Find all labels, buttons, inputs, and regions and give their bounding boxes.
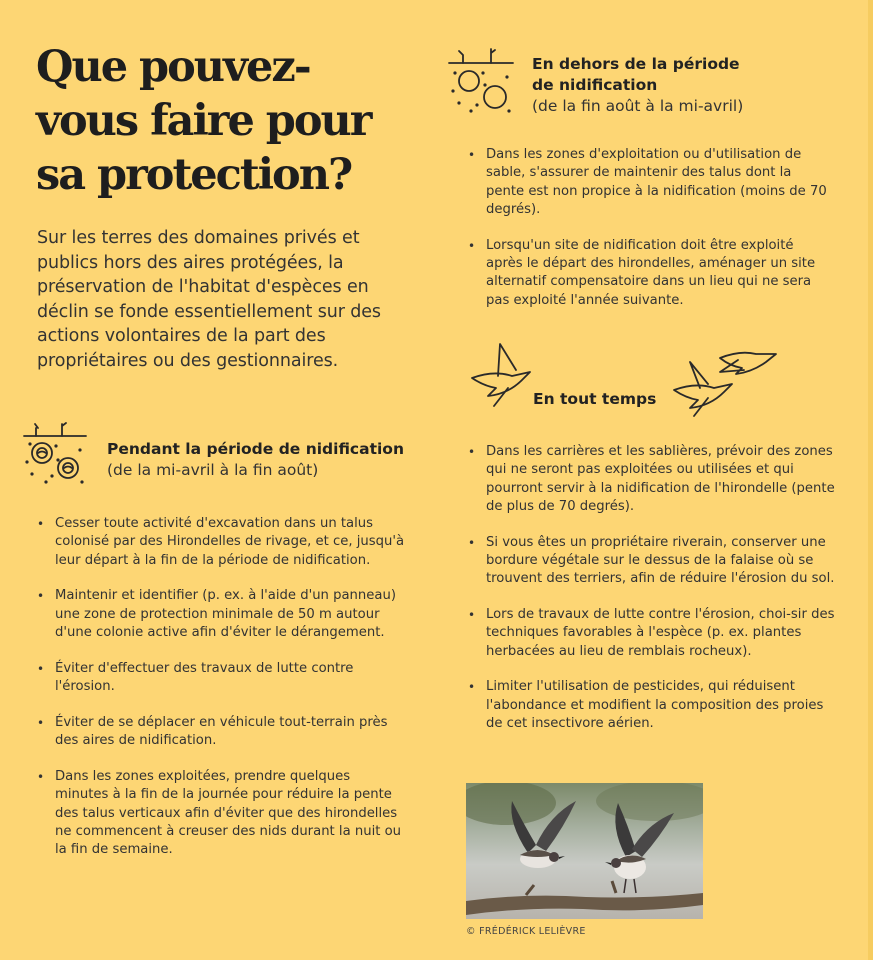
list-item: • Éviter de se déplacer en véhicule tout-terrain près des aires de nidification. [37,714,407,751]
nesting-list [37,515,407,877]
nest-burrows-empty-icon [447,45,515,117]
always-list [468,443,836,751]
list-item: • Maintenir et identifier (p. ex. à l'aide d'un panneau) une zone de protection minimale de 50 m autour d'une colonie active afin d'éviter le dérangement. [37,587,407,642]
list-item: • Lorsqu'un site de nidification doit être exploité après le départ des hirondelles, aménager un site alternatif compensatoire dans un lieu qui ne sera pas exploité l'année suivante. [468,237,833,310]
list-item: • Cesser toute activité d'excavation dans un talus colonisé par des Hirondelles de rivage, et ce, jusqu'à leur départ à la fin de la période de nidification. [37,515,407,570]
swallows-flying-icon [468,336,783,426]
page-title [36,40,370,202]
nesting-subtitle: (de la mi-avril à la fin août) [107,461,319,479]
list-item: • Lors de travaux de lutte contre l'érosion, choi-sir des techniques favorables à l'espèce (p. ex. plantes herbacées au lieu de remblais rocheux). [468,606,836,661]
title-line: vous faire pour [36,96,371,146]
list-item: • Dans les zones exploitées, prendre quelques minutes à la fin de la journée pour réduire la pente des talus verticaux afin d'éviter que des hirondelles ne commencent à creuser des nids durant la nuit ou la fin de semaine. [37,768,407,859]
list-item: • Éviter d'effectuer des travaux de lutte contre l'érosion. [37,660,407,697]
swallows-photo [466,783,703,919]
list-item: • Si vous êtes un propriétaire riverain, conserver une bordure végétale sur le dessus de la falaise où se trouvent des terriers, afin de réduire l'érosion du sol. [468,534,836,589]
title-line: Que pouvez- [36,42,310,92]
nesting-title: Pendant la période de nidification [107,440,404,458]
intro-paragraph: Sur les terres des domaines privés et publics hors des aires protégées, la préservation de l'habitat d'espèces en déclin se fonde essentiellement sur des actions volontaires de la part des propriétaires ou des gestionnaires. [37,228,381,371]
nest-burrows-occupied-icon [22,420,88,488]
list-item: • Dans les carrières et les sablières, prévoir des zones qui ne seront pas exploitées ou utilisées et qui pourront servir à la nidification de l'hirondelle (pente de plus de 70 degrés). [468,443,836,516]
off-season-subtitle: (de la fin août à la mi-avril) [532,97,744,115]
title-line: En dehors de la période [532,55,740,73]
off-season-title [532,54,740,96]
photo-credit: © FRÉDÉRICK LELIÈVRE [466,926,586,937]
title-line: sa protection? [36,150,352,200]
page-edge [868,0,873,960]
off-season-list [468,146,833,327]
list-item: • Limiter l'utilisation de pesticides, qui réduisent l'abondance et modifient la composition des proies de cet insectivore aérien. [468,678,836,733]
title-line: de nidification [532,76,658,94]
list-item: • Dans les zones d'exploitation ou d'utilisation de sable, s'assurer de maintenir des talus dont la pente est non propice à la nidification (moins de 70 degrés). [468,146,833,219]
always-title: En tout temps [533,390,657,408]
